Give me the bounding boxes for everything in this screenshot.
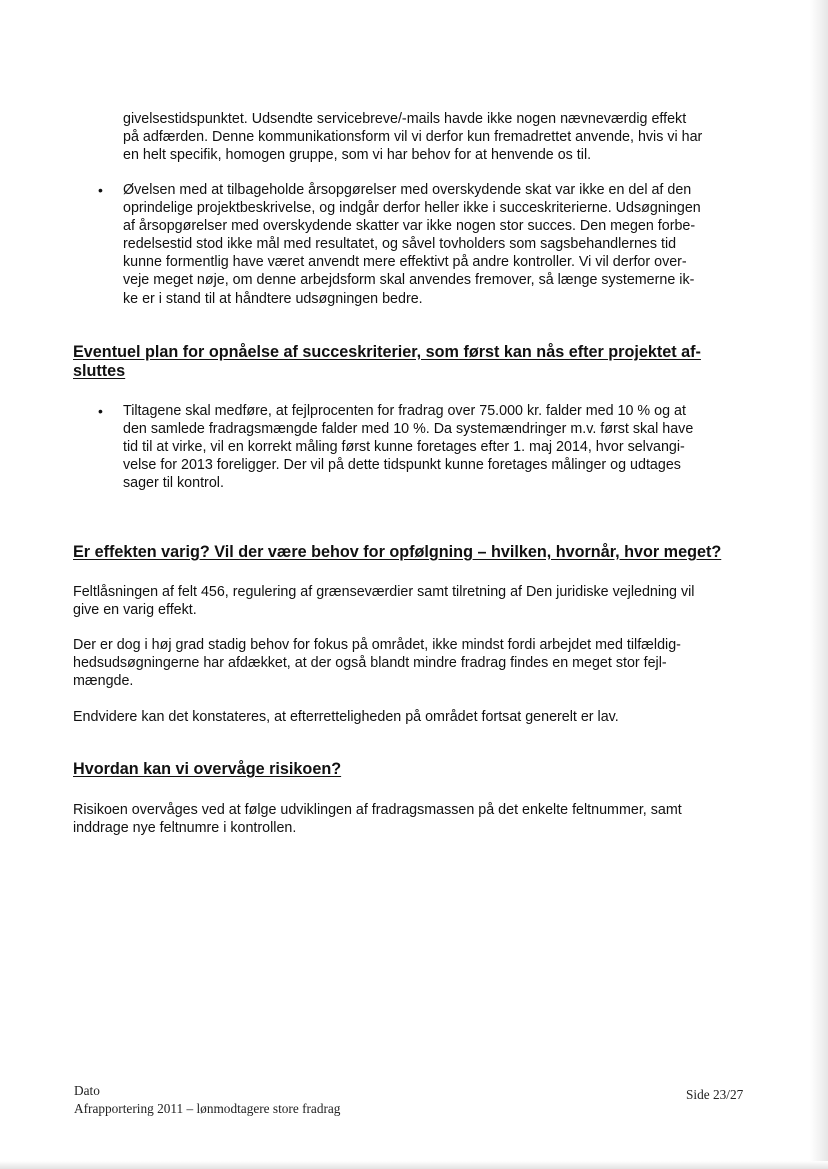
continuation-paragraph (123, 110, 753, 164)
text-line: en helt specifik, homogen gruppe, som vi har behov for at henvende os til. (123, 147, 592, 164)
text-line: Der er dog i høj grad stadig behov for fokus på området, ikke mindst fordi arbejdet med tilfældig- (73, 637, 681, 653)
text-line: Tiltagene skal medføre, at fejlprocenten for fradrag over 75.000 kr. falder med 10 % og at (123, 403, 686, 419)
text-line: oprindelige projektbeskrivelse, og indgår derfor heller ikke i succeskriterierne. Udsøgningen (123, 200, 701, 217)
scan-edge-bottom (0, 1161, 828, 1169)
bullet-paragraph (123, 402, 753, 492)
text-line: Risikoen overvåges ved at følge udviklingen af fradragsmassen på det enkelte feltnummer, samt (73, 802, 682, 818)
heading-line: sluttes (73, 362, 126, 380)
text-line: Endvidere kan det konstateres, at efterretteligheden på området fortsat generelt er lav. (73, 709, 619, 725)
footer-date-label: Dato (74, 1083, 100, 1098)
text-line: kunne formentlig have været anvendt mere effektivt på andre kontroller. Vi vil derfor over- (123, 254, 687, 271)
scan-edge-right (810, 0, 828, 1169)
text-line: veje meget nøje, om denne arbejdsform skal anvendes fremover, så længe systemerne ik- (123, 272, 695, 289)
text-line: redelsestid stod ikke mål med resultatet, og såvel tovholders som sagsbehandlernes tid (123, 236, 677, 253)
risk-paragraph (73, 801, 763, 837)
bullet-marker: • (98, 403, 103, 419)
text-line: af årsopgørelser med overskydende skatter var ikke nogen stor succes. Den megen forbe- (123, 218, 696, 235)
heading-line: Eventuel plan for opnåelse af succeskriterier, som først kan nås efter projektet af- (73, 343, 701, 361)
section-heading-risk: Hvordan kan vi overvåge risikoen? (73, 760, 342, 778)
text-line: hedsudsøgningerne har afdækket, at der også blandt mindre fradrag findes en meget stor fejl- (73, 655, 667, 672)
section-heading-plan (73, 343, 701, 381)
text-line: mængde. (73, 673, 134, 690)
footer-page-number: Side 23/27 (686, 1087, 744, 1102)
text-line: give en varig effekt. (73, 602, 197, 619)
text-line: tid til at virke, vil en korrekt måling først kunne foretages efter 1. maj 2014, hvor selvangi- (123, 439, 685, 456)
effect-paragraph-1 (73, 583, 763, 619)
effect-paragraph-2 (73, 636, 763, 690)
section-heading-effect: Er effekten varig? Vil der være behov for opfølgning – hvilken, hvornår, hvor meget? (73, 543, 722, 561)
text-line: velse for 2013 foreligger. Der vil på dette tidspunkt kunne foretages målinger og udtages (123, 457, 681, 474)
text-line: på adfærden. Denne kommunikationsform vil vi derfor kun fremadrettet anvende, hvis vi har (123, 129, 703, 146)
footer-document-title: Afrapportering 2011 – lønmodtagere store fradrag (74, 1101, 341, 1116)
bullet-paragraph (123, 181, 753, 308)
text-line: ke er i stand til at håndtere udsøgningen bedre. (123, 290, 423, 307)
text-line: den samlede fradragsmængde falder med 10 %. Da systemændringer m.v. først skal have (123, 421, 694, 438)
text-line: inddrage nye feltnumre i kontrollen. (73, 820, 297, 837)
text-line: sager til kontrol. (123, 475, 224, 492)
bullet-marker: • (98, 182, 103, 198)
text-line: givelsestidspunktet. Udsendte servicebreve/-mails havde ikke nogen nævneværdig effekt (123, 111, 687, 127)
effect-paragraph-3 (73, 708, 763, 726)
text-line: Øvelsen med at tilbageholde årsopgørelser med overskydende skat var ikke en del af den (123, 182, 692, 198)
text-line: Feltlåsningen af felt 456, regulering af grænseværdier samt tilretning af Den juridiske vejledning vil (73, 584, 695, 600)
